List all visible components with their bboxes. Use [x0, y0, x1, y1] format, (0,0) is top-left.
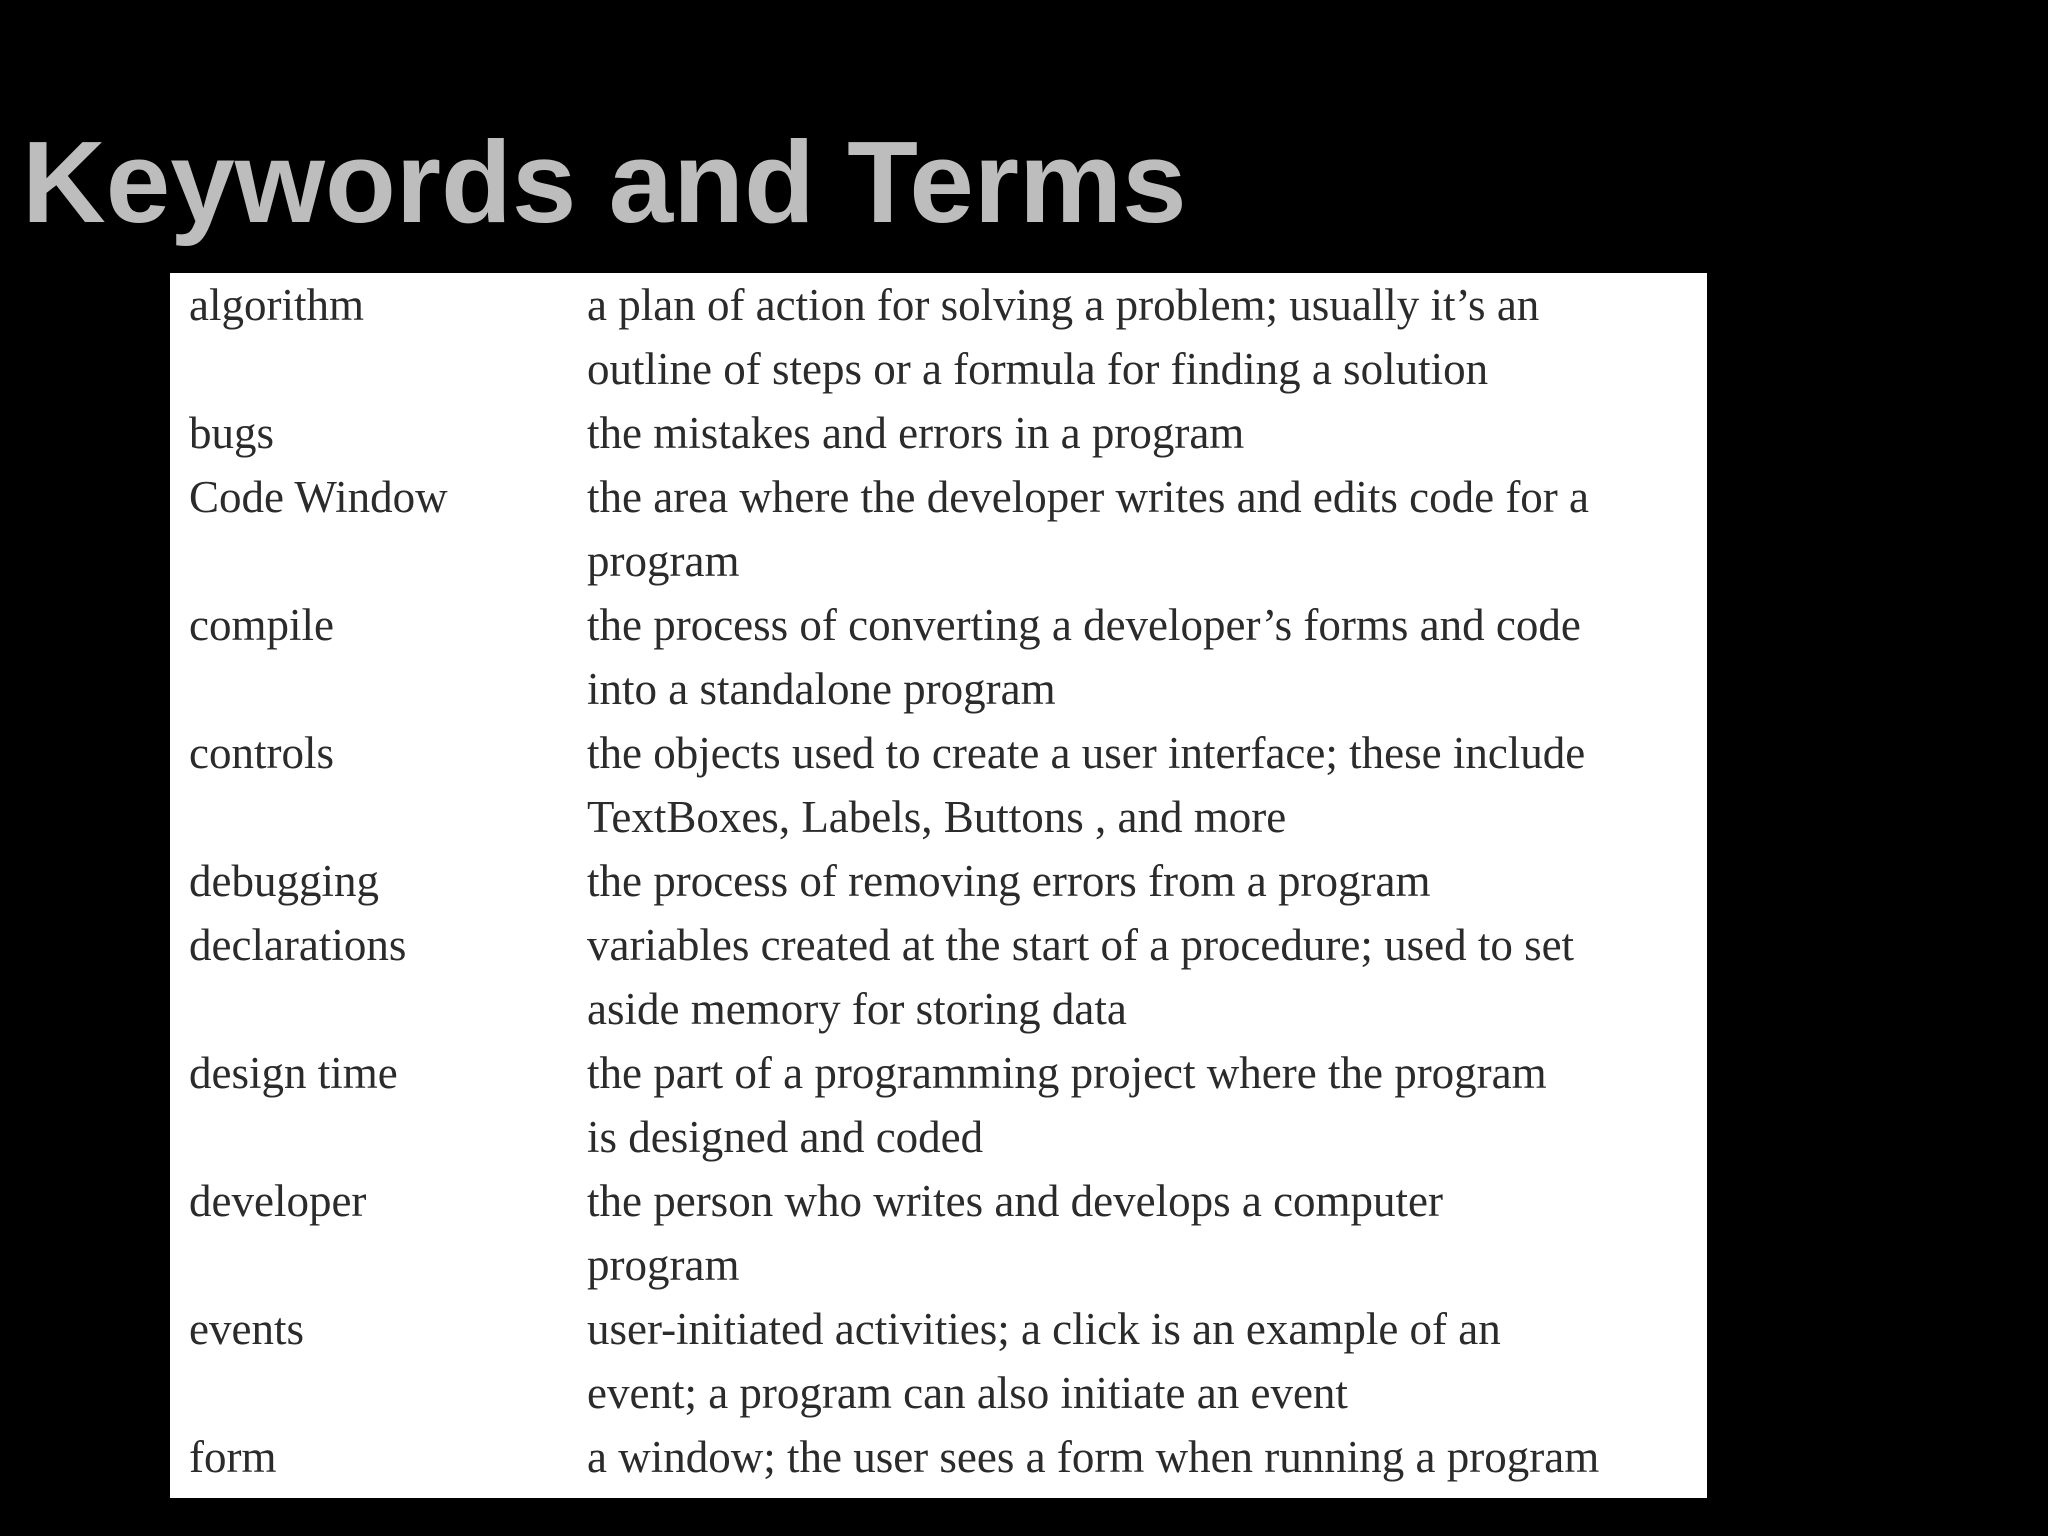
glossary-row: [189, 1297, 1677, 1425]
glossary-table: [189, 273, 1677, 1489]
definition-line: program: [587, 536, 740, 586]
glossary-definition: [587, 273, 1677, 401]
glossary-term: Code Window: [189, 472, 448, 522]
definition-line: a plan of action for solving a problem; usually it’s an: [587, 280, 1540, 330]
definition-line: the objects used to create a user interface; these include: [587, 728, 1586, 778]
definition-line: the process of removing errors from a program: [587, 856, 1431, 906]
definition-line: variables created at the start of a procedure; used to set: [587, 920, 1575, 970]
definition-line: program: [587, 1240, 740, 1290]
glossary-row: [189, 849, 1677, 913]
slide-title: Keywords and Terms: [22, 117, 1187, 247]
glossary-term: developer: [189, 1176, 367, 1226]
glossary-panel: [170, 273, 1707, 1498]
glossary-definition: [587, 593, 1677, 721]
definition-line: the person who writes and develops a computer: [587, 1176, 1444, 1226]
glossary-definition: [587, 913, 1677, 1041]
glossary-row: [189, 593, 1677, 721]
glossary-definition: [587, 1169, 1677, 1297]
definition-line: event; a program can also initiate an event: [587, 1368, 1348, 1418]
definition-line: TextBoxes, Labels, Buttons , and more: [587, 792, 1287, 842]
definition-line: the mistakes and errors in a program: [587, 408, 1245, 458]
glossary-definition: [587, 849, 1677, 913]
glossary-term: bugs: [189, 408, 275, 458]
glossary-row: [189, 1041, 1677, 1169]
glossary-definition: [587, 465, 1677, 593]
definition-line: outline of steps or a formula for finding a solution: [587, 344, 1489, 394]
definition-line: a window; the user sees a form when running a program: [587, 1432, 1600, 1482]
glossary-term: events: [189, 1304, 304, 1354]
glossary-row: [189, 1169, 1677, 1297]
glossary-term: debugging: [189, 856, 379, 906]
definition-line: is designed and coded: [587, 1112, 984, 1162]
glossary-body: [189, 273, 1677, 1489]
glossary-term: form: [189, 1432, 277, 1482]
glossary-definition: [587, 1297, 1677, 1425]
glossary-definition: [587, 721, 1677, 849]
glossary-row: [189, 273, 1677, 401]
glossary-row: [189, 401, 1677, 465]
glossary-definition: [587, 1425, 1677, 1489]
definition-line: the part of a programming project where the program: [587, 1048, 1547, 1098]
glossary-row: [189, 465, 1677, 593]
glossary-term: design time: [189, 1048, 398, 1098]
glossary-term: compile: [189, 600, 334, 650]
glossary-row: [189, 721, 1677, 849]
glossary-definition: [587, 401, 1677, 465]
definition-line: aside memory for storing data: [587, 984, 1127, 1034]
glossary-row: [189, 913, 1677, 1041]
glossary-definition: [587, 1041, 1677, 1169]
definition-line: the area where the developer writes and edits code for a: [587, 472, 1590, 522]
definition-line: into a standalone program: [587, 664, 1056, 714]
glossary-term: algorithm: [189, 280, 364, 330]
glossary-row: [189, 1425, 1677, 1489]
definition-line: user-initiated activities; a click is an example of an: [587, 1304, 1501, 1354]
definition-line: the process of converting a developer’s forms and code: [587, 600, 1581, 650]
glossary-term: declarations: [189, 920, 407, 970]
glossary-term: controls: [189, 728, 334, 778]
